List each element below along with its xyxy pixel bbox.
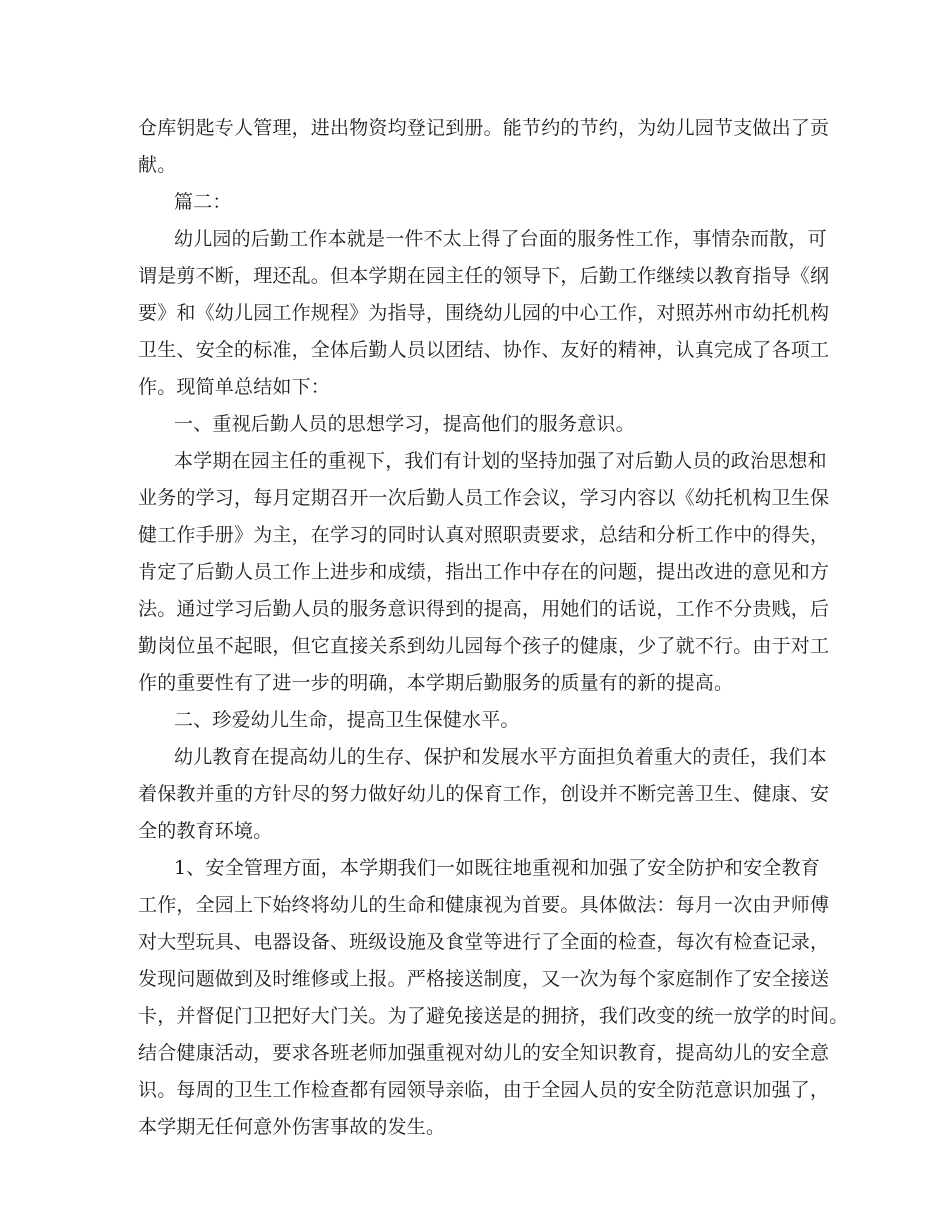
text-line: 勤岗位虽不起眼，但它直接关系到幼儿园每个孩子的健康，少了就不行。由于对工 bbox=[138, 635, 830, 657]
text-line: 工作，全园上下始终将幼儿的生命和健康视为首要。具体做法：每月一次由尹师傅 bbox=[138, 894, 830, 916]
text-line: 发现问题做到及时维修或上报。严格接送制度，又一次为每个家庭制作了安全接送 bbox=[138, 968, 830, 990]
text-line: 肯定了后勤人员工作上进步和成绩，指出工作中存在的问题，提出改进的意见和方 bbox=[138, 561, 830, 583]
text-line: 幼儿园的后勤工作本就是一件不太上得了台面的服务性工作，事情杂而散，可 bbox=[174, 228, 827, 250]
text-line: 1、安全管理方面，本学期我们一如既往地重视和加强了安全防护和安全教育 bbox=[174, 857, 820, 879]
text-line: 识。每周的卫生工作检查都有园领导亲临，由于全园人员的安全防范意识加强了， bbox=[138, 1079, 830, 1101]
subheading: 一、重视后勤人员的思想学习，提高他们的服务意识。 bbox=[174, 413, 635, 435]
text-line: 法。通过学习后勤人员的服务意识得到的提高，用她们的话说，工作不分贵贱，后 bbox=[138, 598, 830, 620]
text-line: 作。现简单总结如下： bbox=[138, 376, 331, 398]
text-line: 献。 bbox=[138, 154, 177, 176]
text-line: 对大型玩具、电器设备、班级设施及食堂等进行了全面的检查，每次有检查记录， bbox=[138, 931, 830, 953]
text-line: 着保教并重的方针尽的努力做好幼儿的保育工作，创设并不断完善卫生、健康、安 bbox=[138, 783, 830, 805]
text-line: 结合健康活动，要求各班老师加强重视对幼儿的安全知识教育，提高幼儿的安全意 bbox=[138, 1042, 830, 1064]
text-line: 卡，并督促门卫把好大门关。为了避免接送是的拥挤，我们改变的统一放学的时间。 bbox=[138, 1005, 849, 1027]
section-heading: 篇二： bbox=[174, 191, 232, 213]
text-line: 卫生、安全的标准，全体后勤人员以团结、协作、友好的精神，认真完成了各项工 bbox=[138, 339, 830, 361]
text-line: 全的教育环境。 bbox=[138, 820, 273, 842]
text-line: 本学期无任何意外伤害事故的发生。 bbox=[138, 1116, 446, 1138]
text-line: 幼儿教育在提高幼儿的生存、保护和发展水平方面担负着重大的责任，我们本 bbox=[174, 746, 827, 768]
text-line: 业务的学习，每月定期召开一次后勤人员工作会议，学习内容以《幼托机构卫生保 bbox=[138, 487, 830, 509]
text-line: 谓是剪不断，理还乱。但本学期在园主任的领导下，后勤工作继续以教育指导《纲 bbox=[138, 265, 830, 287]
text-line: 健工作手册》为主，在学习的同时认真对照职责要求，总结和分析工作中的得失， bbox=[138, 524, 830, 546]
text-line: 本学期在园主任的重视下，我们有计划的坚持加强了对后勤人员的政治思想和 bbox=[174, 450, 827, 472]
subheading: 二、珍爱幼儿生命，提高卫生保健水平。 bbox=[174, 709, 520, 731]
text-line: 作的重要性有了进一步的明确，本学期后勤服务的质量有的新的提高。 bbox=[138, 672, 734, 694]
text-line: 要》和《幼儿园工作规程》为指导，围绕幼儿园的中心工作，对照苏州市幼托机构 bbox=[138, 302, 830, 324]
text-line: 仓库钥匙专人管理，进出物资均登记到册。能节约的节约，为幼儿园节支做出了贡 bbox=[138, 117, 830, 139]
